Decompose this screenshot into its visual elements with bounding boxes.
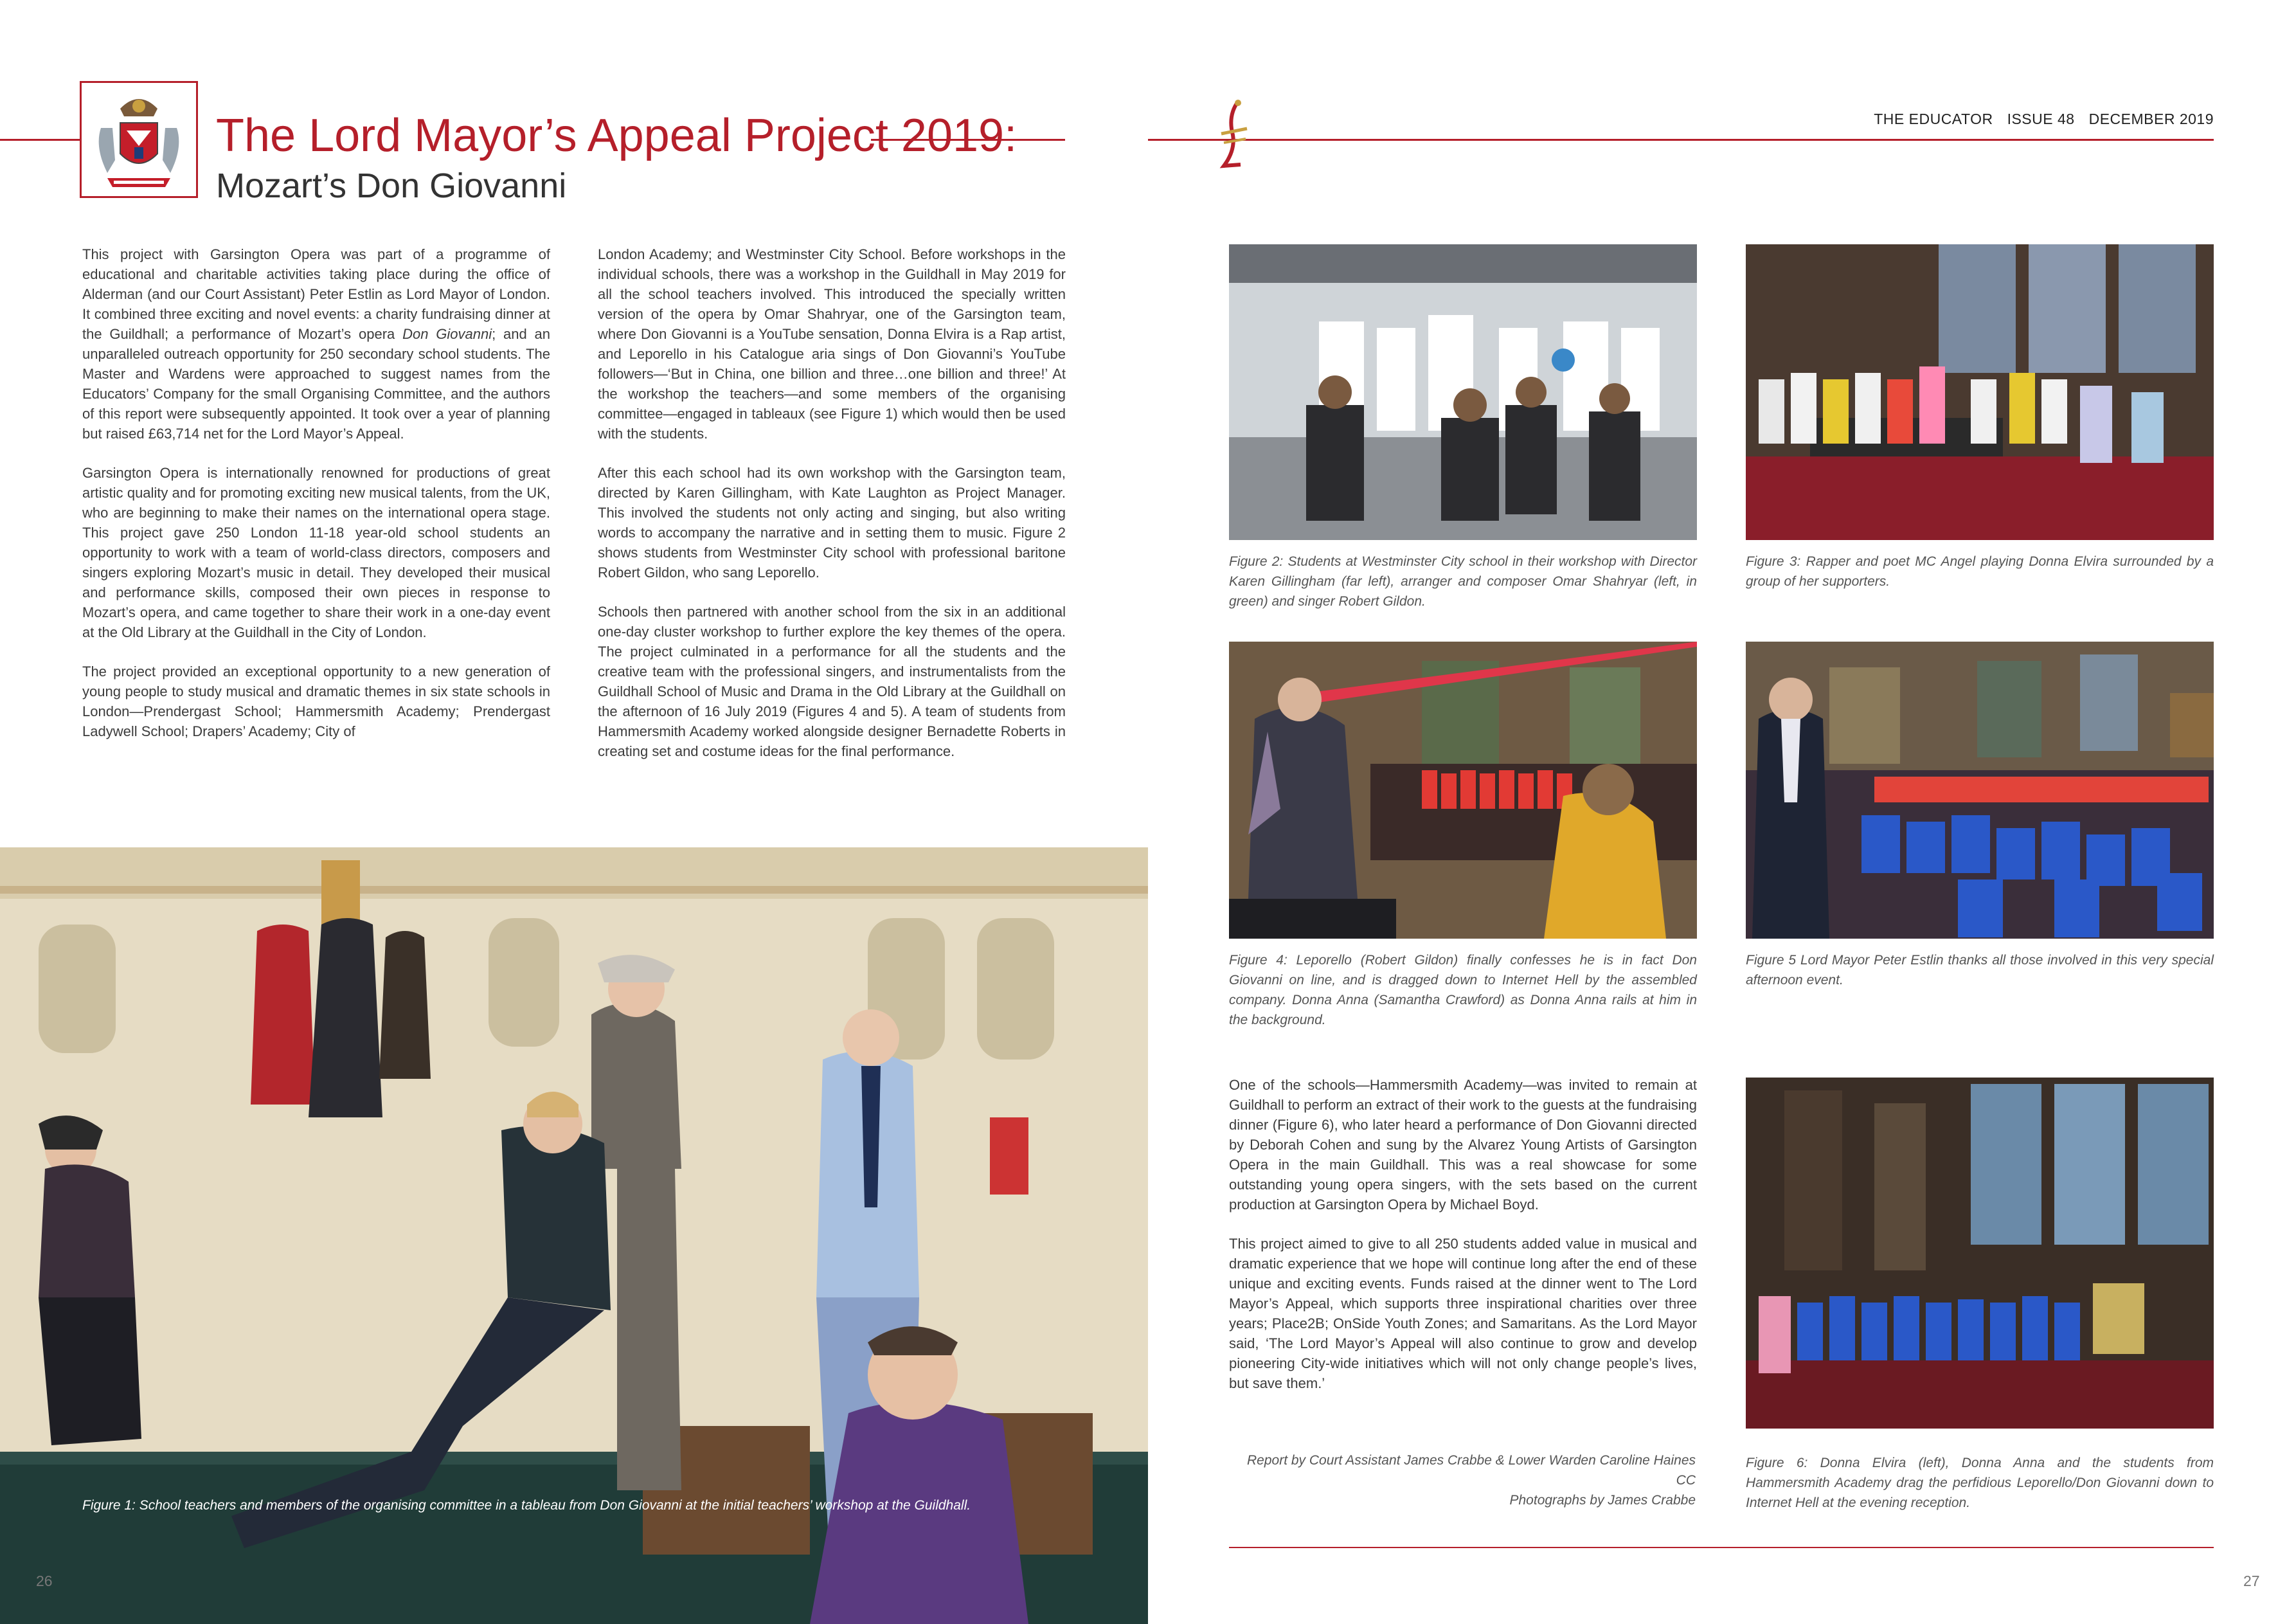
issue-info xyxy=(1874,111,2214,128)
educators-logo-icon xyxy=(1215,96,1253,174)
page-title: The Lord Mayor’s Appeal Project 2019: xyxy=(216,110,1018,161)
article-column-1 xyxy=(82,244,550,761)
figure-4-photo xyxy=(1229,642,1697,939)
issue-date: DECEMBER 2019 xyxy=(2088,111,2214,127)
paragraph: One of the schools—Hammersmith Academy—was invited to remain at Guildhall to perform an extract of their work to the guests at the fundraising dinner (Figure 6), who later heard a performance of Don Giovanni directed by Deborah Cohen and sung by the Alvarez Young Artists of Garsington Opera in the main Guildhall. This was a real showcase for some outstanding young opera singers, with the sets based on the current production at Garsington Opera by Michael Boyd. xyxy=(1229,1077,1697,1213)
paragraph: Garsington Opera is internationally renowned for productions of great artistic quality and for promoting exciting new musical talents, from the UK, who are beginning to make their names on the international opera stage. This project gave 250 London 11-18 year-old school students an opportunity to work with a team of world-class directors, composers and singers exploring Mozart’s music in detail. They developed their musical and performance skills, composed their own pieces in response to Mozart’s opera, and came together to share their work in a one-day event at the Old Library at the Guildhall in the City of London. xyxy=(82,465,550,640)
paragraph: London Academy; and Westminster City School. Before workshops in the individual schools, there was a workshop in the Guildhall in May 2019 for all the school teachers involved. This introduced the specially written version of the opera by Omar Shahryar, one of the Garsington team, where Don Giovanni is a YouTube sensation, Donna Elvira is a Rap artist, and Leporello in his Catalogue aria sings of Don Giovanni’s YouTube followers—‘But in China, one billion and three…one billion and three!’ At the workshop the teachers—and some members of the organising committee—engaged in tableaux (see Figure 1) which would then be used with the students. xyxy=(598,246,1066,442)
article-column-3 xyxy=(1229,1075,1697,1412)
figure-4-caption: Figure 4: Leporello (Robert Gildon) finally confesses he is in fact Don Giovanni on line, and is dragged down to Internet Hell by the assembled company. Donna Anna (Samantha Crawford) as Donna Anna rails at him in the background. xyxy=(1229,953,1697,1027)
header-rule-right xyxy=(1148,139,2214,141)
page-number-right: 27 xyxy=(2243,1573,2260,1589)
figure-3-photo xyxy=(1746,244,2214,540)
author-credit: Report by Court Assistant James Crabbe & Lower Warden Caroline Haines CC xyxy=(1247,1453,1696,1488)
paragraph: This project with Garsington Opera was part of a programme of educational and charitable activities taking place during the office of Alderman (and our Court Assistant) Peter Estlin as Lord Mayor of London. It combined three exciting and novel events: a charity fundraising dinner at the Guildhall; a performance of Mozart’s opera Don Giovanni; and an unparalleled outreach opportunity for 250 secondary school students. The Master and Wardens were approached to suggest names from the Educators’ Company for the small Organising Committee, and the authors of this report were subsequently appointed. It took over a year of planning but raised £63,714 net for the Lord Mayor’s Appeal. xyxy=(82,246,550,442)
article-column-2 xyxy=(598,244,1066,780)
figure-2-caption: Figure 2: Students at Westminster City school in their workshop with Director Karen Gillingham (far left), arranger and composer Omar Shahryar (left, in green) and singer Robert Gildon. xyxy=(1229,554,1697,609)
figure-5-photo xyxy=(1746,642,2214,939)
crest-icon xyxy=(80,81,198,198)
paragraph: Schools then partnered with another school from the six in an additional one-day cluster workshop to further explore the key themes of the opera. The project culminated in a performance for all the students and the creative team with the professional singers, and instrumentalists from the Guildhall School of Music and Drama in the Old Library at the Guildhall on the afternoon of 16 July 2019 (Figures 4 and 5). A team of students from Hammersmith Academy worked alongside designer Bernadette Roberts in creating set and costume ideas for the final performance. xyxy=(598,604,1066,759)
publication-name: THE EDUCATOR xyxy=(1874,111,1993,127)
paragraph: After this each school had its own workshop with the Garsington team, directed by Karen Gillingham, with Kate Laughton as Project Manager. This involved the students not only acting and singing, but also writing words to accompany the narrative and in setting them to music. Figure 2 shows students from Westminster City school with professional baritone Robert Gildon, who sang Leporello. xyxy=(598,465,1066,581)
footer-rule xyxy=(1229,1547,2214,1548)
figure-3-caption: Figure 3: Rapper and poet MC Angel playing Donna Elvira surrounded by a group of her supporters. xyxy=(1746,554,2214,589)
figure-6-caption: Figure 6: Donna Elvira (left), Donna Anna and the students from Hammersmith Academy drag the perfidious Leporello/Don Giovanni down to Internet Hell at the evening reception. xyxy=(1746,1456,2214,1510)
paragraph: This project aimed to give to all 250 students added value in musical and dramatic experience that we hope will continue long after the end of these unique and exciting events. Funds raised at the dinner went to The Lord Mayor’s Appeal, which supports three inspirational charities over three years; Place2B; OnSide Youth Zones; and Samaritans. As the Lord Mayor said, ‘The Lord Mayor’s Appeal will also continue to grow and develop pioneering City-wide initiatives which will not only change people’s lives, but save them.’ xyxy=(1229,1236,1697,1391)
paragraph: The project provided an exceptional opportunity to a new generation of young people to study musical and dramatic themes in six state schools in London—Prendergast School; Hammersmith Academy; Prendergast Ladywell School; Drapers’ Academy; City of xyxy=(82,663,550,739)
report-credits xyxy=(1228,1450,1696,1510)
figure-5-caption: Figure 5 Lord Mayor Peter Estlin thanks all those involved in this very special afternoon event. xyxy=(1746,953,2214,988)
figure-1-caption: Figure 1: School teachers and members of the organising committee in a tableau from Don Giovanni at the initial teachers’ workshop at the Guildhall. xyxy=(82,1498,971,1513)
issue-number: ISSUE 48 xyxy=(2007,111,2075,127)
photo-credit: Photographs by James Crabbe xyxy=(1509,1493,1696,1508)
header-rule-left xyxy=(0,139,80,141)
page-number-left: 26 xyxy=(36,1573,53,1589)
page-subtitle: Mozart’s Don Giovanni xyxy=(216,167,567,205)
figure-2-photo xyxy=(1229,244,1697,540)
figure-6-photo xyxy=(1746,1078,2214,1429)
